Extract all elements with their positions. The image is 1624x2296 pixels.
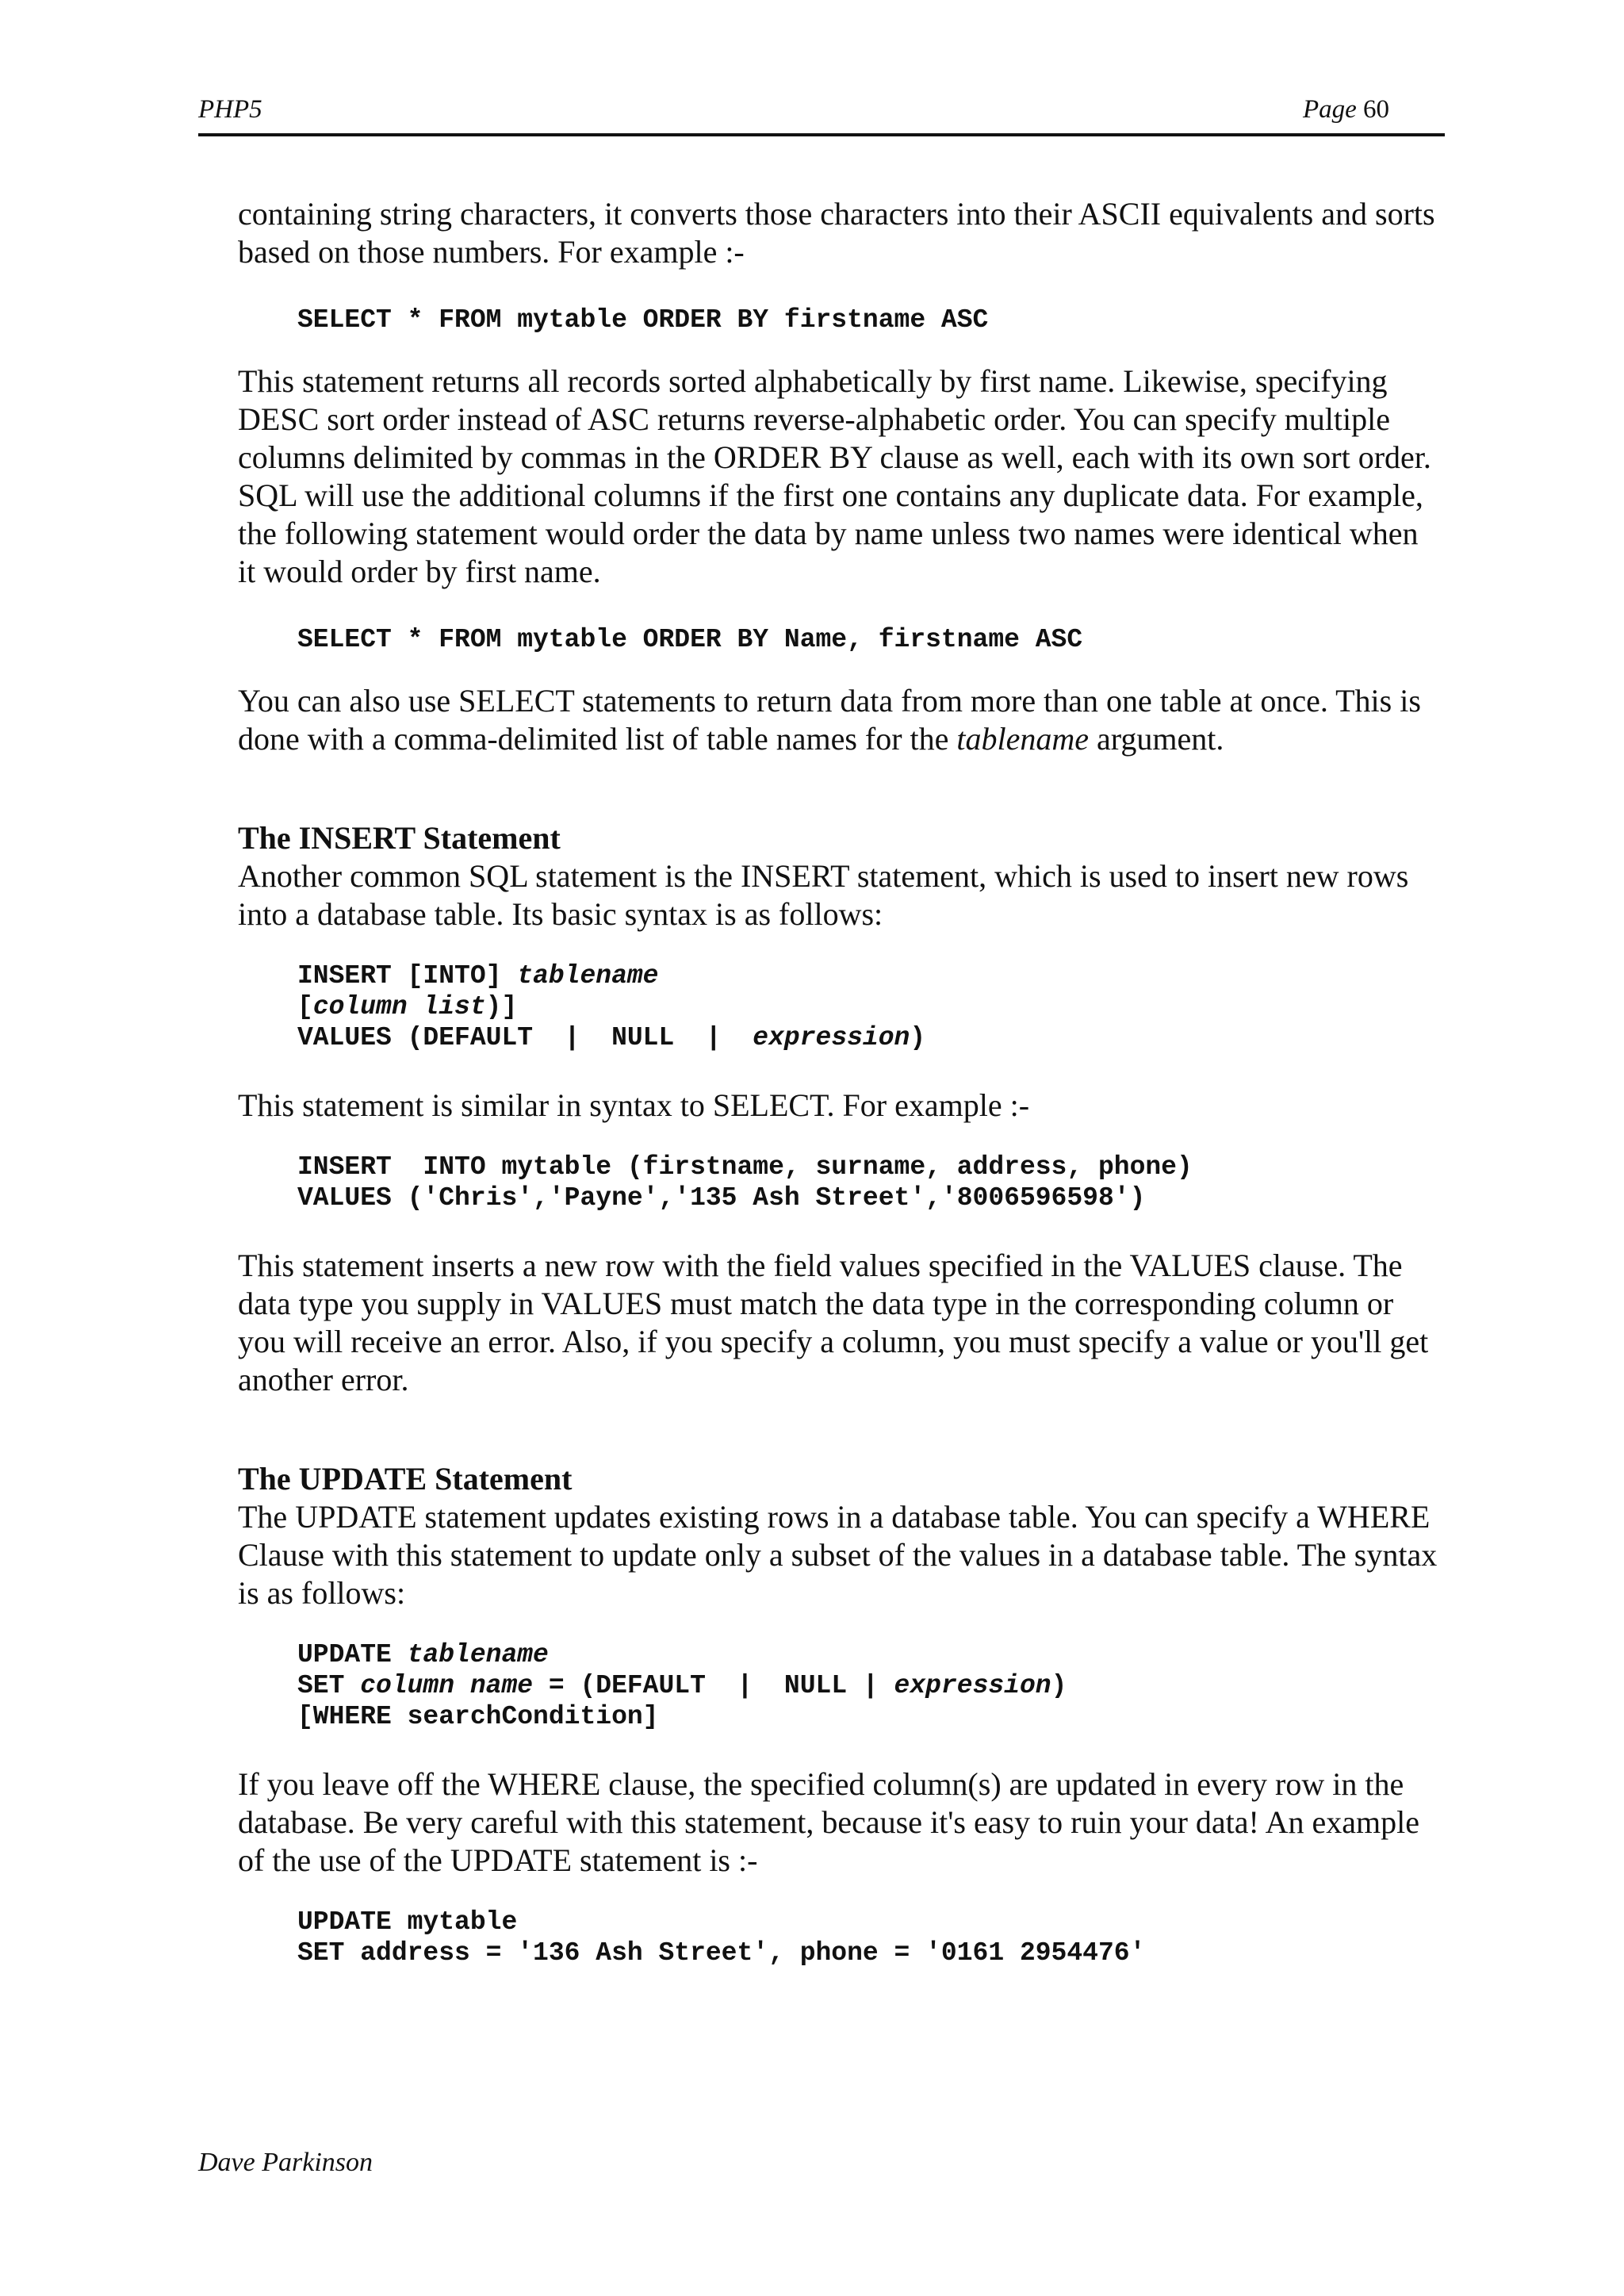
update-example-line-2: SET address = '136 Ash Street', phone = '0161 2954476' (297, 1938, 1146, 1968)
page-label: Page (1302, 95, 1357, 124)
insert-paragraph-3: This statement inserts a new row with the field values specified in the VALUES clause. The data type you supply in VALUES must match the data type in the corresponding column or you will receive an error. Also, if you specify a column, you must specify a value or you'll get another error. (238, 1248, 1429, 1397)
update-syntax-options: = (DEFAULT | NULL | (533, 1671, 894, 1700)
page-number: 60 (1363, 95, 1389, 124)
insert-paragraph-2: This statement is similar in syntax to SELECT. For example :- (238, 1087, 1030, 1123)
update-syntax-expression: expression (894, 1671, 1051, 1700)
code-select-name-firstname: SELECT * FROM mytable ORDER BY Name, firstname ASC (297, 625, 1083, 654)
update-syntax-line-3: [WHERE searchCondition] (297, 1702, 659, 1731)
insert-syntax-column-list: column list (312, 992, 486, 1022)
page-footer: Dave Parkinson (198, 2148, 373, 2177)
insert-syntax-values: VALUES (DEFAULT | NULL | (297, 1023, 753, 1052)
insert-example-line-2: VALUES ('Chris','Payne','135 Ash Street','8006596598') (297, 1183, 1146, 1213)
update-paragraph-2: If you leave off the WHERE clause, the specified column(s) are updated in every row in the database. Be very careful with this statement, because it's easy to ruin your data! An example of the use of the UPDATE statement is :- (238, 1766, 1420, 1878)
insert-heading: The INSERT Statement (238, 820, 561, 856)
insert-syntax-bracket-open: [ (297, 992, 313, 1022)
insert-syntax-bracket-close: )] (485, 992, 518, 1022)
insert-syntax-line-1 (297, 960, 1443, 991)
update-syntax-line-2 (297, 1670, 1443, 1701)
intro-paragraph-1: containing string characters, it converts those characters into their ASCII equivalents and sorts based on those numbers. For example :- (238, 196, 1435, 270)
page-header (198, 94, 1445, 136)
para3-text-after: argument. (1089, 721, 1224, 757)
insert-syntax-line-2 (297, 991, 1443, 1022)
update-syntax-set: SET (297, 1671, 361, 1700)
insert-paragraph-1: Another common SQL statement is the INSERT statement, which is used to insert new rows into a database table. Its basic syntax is as follows: (238, 858, 1409, 932)
header-title: PHP5 (198, 95, 262, 124)
update-syntax (238, 1639, 1443, 1732)
update-heading: The UPDATE Statement (238, 1461, 573, 1497)
insert-syntax-paren-close: ) (910, 1023, 926, 1052)
para3-italic-term: tablename (956, 721, 1090, 757)
code-select-firstname: SELECT * FROM mytable ORDER BY firstname ASC (297, 305, 989, 335)
update-example-line-1: UPDATE mytable (297, 1907, 518, 1937)
page-content (238, 195, 1443, 1968)
insert-example-line-1: INSERT INTO mytable (firstname, surname, address, phone) (297, 1152, 1193, 1182)
update-syntax-line-1 (297, 1639, 1443, 1670)
insert-syntax-keyword: INSERT [INTO] (297, 961, 518, 991)
update-syntax-column-name: column name (360, 1671, 534, 1700)
insert-syntax-line-3 (297, 1022, 1443, 1053)
update-example (238, 1907, 1443, 1968)
update-paragraph-1: The UPDATE statement updates existing rows in a database table. You can specify a WHERE Clause with this statement to update only a subset of the values in a database table. The syntax is as follows: (238, 1499, 1438, 1611)
insert-syntax (238, 960, 1443, 1053)
header-page-info (1303, 95, 1389, 125)
para3-text-before: You can also use SELECT statements to return data from more than one table at once. This is done with a comma-delimited list of table names for the (238, 683, 1421, 757)
update-syntax-keyword: UPDATE (297, 1640, 408, 1669)
insert-example (238, 1152, 1443, 1213)
insert-syntax-expression: expression (753, 1023, 910, 1052)
insert-syntax-tablename: tablename (517, 961, 659, 991)
intro-paragraph-2: This statement returns all records sorted alphabetically by first name. Likewise, specifying DESC sort order instead of ASC returns reverse-alphabetic order. You can specify multiple columns delimited by commas in the ORDER BY clause as well, each with its own sort order. SQL will use the additional columns if the first one contains any duplicate data. For example, the following statement would order the data by name unless two names were identical when it would order by first name. (238, 363, 1431, 589)
intro-paragraph-3 (238, 682, 1443, 758)
update-syntax-tablename: tablename (407, 1640, 549, 1669)
update-syntax-paren-close: ) (1051, 1671, 1067, 1700)
